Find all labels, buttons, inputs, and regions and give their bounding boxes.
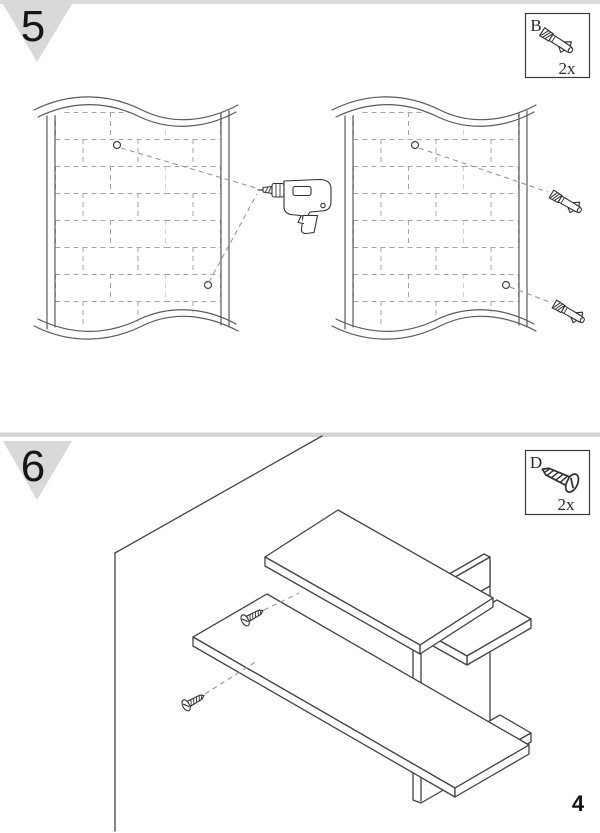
screw-bottom — [180, 690, 207, 712]
shelf-unit — [193, 510, 531, 803]
hardware-box-d-label: D — [529, 453, 543, 472]
hardware-box-d-quantity: 2x — [557, 495, 575, 514]
wall-plug-top — [548, 188, 584, 217]
step-6-section — [3, 436, 590, 831]
hardware-box-b-quantity: 2x — [558, 59, 576, 78]
drill-icon — [258, 180, 331, 234]
page-number: 4 — [571, 791, 585, 816]
section-divider — [0, 433, 600, 438]
step-5-number: 5 — [20, 2, 46, 51]
hardware-box-b-label: B — [530, 16, 542, 35]
step-5-section — [3, 2, 590, 339]
step-6-number: 6 — [20, 442, 46, 491]
hardware-box-d — [526, 451, 590, 515]
hardware-box-b — [526, 14, 590, 79]
wall-plug-bottom — [551, 298, 587, 327]
top-edge-bar — [0, 0, 600, 4]
brick-wall-left — [34, 97, 238, 339]
brick-wall-right — [332, 97, 536, 339]
